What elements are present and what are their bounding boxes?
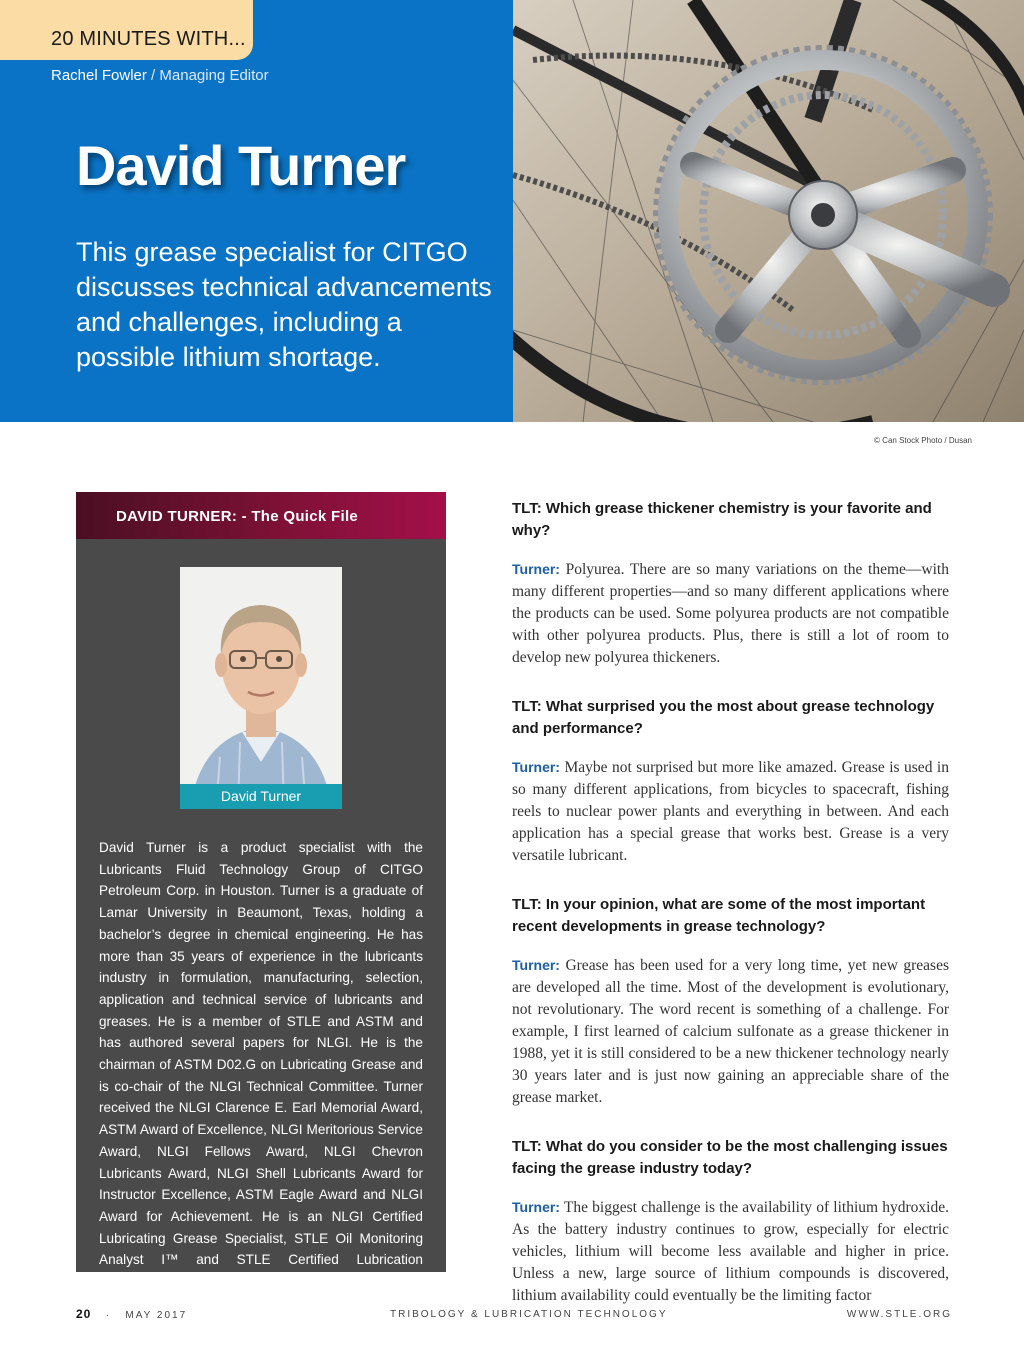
- bio-text: David Turner is a product specialist with the Lubricants Fluid Technology Group of CITGO Petroleum Corp. in Houston. Turner is a graduate of Lamar University in Beaumont, Texas, holding a bachelor’s degree in chemical engineering. He has more than 35 years of experience in the lubricants industry in formulation, manufacturing, selection, application and technical service of lubricants and greases. He is a member of STLE and ASTM and has authored several papers for NLGI. He is the chairman of ASTM D02.G on Lubricating Grease and is co-chair of the NLGI Technical Committee. Turner received the NLGI Clarence E. Earl Memorial Award, ASTM Award of Excellence, NLGI Meritorious Service Award, NLGI Fellows Award, NLGI Chevron Lubricants Award, NLGI Shell Lubricants Award for Instructor Excellence, ASTM Eagle Award and NLGI Award for Achievement. He is an NLGI Certified Lubricating Grease Specialist, STLE Oil Monitoring Analyst I™ and STLE Certified Lubrication Specialist™.: [99, 840, 423, 1290]
- interview-answer: [512, 955, 949, 1109]
- interview-question: TLT: Which grease thickener chemistry is your favorite and why?: [512, 500, 932, 539]
- qa-item: [512, 696, 949, 867]
- interview-column: [512, 498, 949, 1334]
- author-role: Managing Editor: [159, 67, 269, 84]
- sidebar-title: DAVID TURNER: - The Quick File: [116, 508, 359, 525]
- sidebar-header: [76, 492, 446, 539]
- speaker-label: Turner:: [512, 1199, 560, 1215]
- interview-answer: [512, 1197, 949, 1307]
- interview-answer: [512, 757, 949, 867]
- bicycle-crankset-photo: [513, 0, 1024, 422]
- answer-text: The biggest challenge is the availability of lithium hydroxide. As the battery industry continues to grow, especially for electric vehicles, lithium will become less available and higher in price. Unless a new, large source of lithium compounds is discovered, lithium availability could eventually be the limiting factor: [512, 1199, 949, 1304]
- bicycle-illustration: [513, 0, 1024, 422]
- qa-item: [512, 894, 949, 1109]
- interview-question: TLT: What surprised you the most about grease technology and performance?: [512, 698, 935, 737]
- folio: [76, 1307, 187, 1321]
- interview-answer: [512, 559, 949, 669]
- quick-file-sidebar: [76, 492, 446, 1290]
- footer-separator: ·: [105, 1310, 112, 1321]
- speaker-label: Turner:: [512, 957, 560, 973]
- speaker-label: Turner:: [512, 759, 560, 775]
- page-number: 20: [76, 1307, 92, 1321]
- answer-text: Grease has been used for a very long time, yet new greases are developed all the time. Most of the development is evolutionary, not revolutionary. The word recent is something of a challenge. For example, I first learned of calcium sulfonate as a grease thickener in 1988, yet it is still considered to be a new thickener technology nearly 30 years later and is just now gaining an appreciable share of the grease market.: [512, 957, 949, 1106]
- qa-item: [512, 1136, 949, 1307]
- qa-item: [512, 498, 949, 669]
- answer-text: Maybe not surprised but more like amazed. Grease is used in so many different applications, from bicycles to spacecraft, fishing reels to nuclear power plants and everything in between. And each application has a special grease that works best. Grease is a very versatile lubricant.: [512, 759, 949, 864]
- website-link[interactable]: WWW.STLE.ORG: [846, 1309, 952, 1320]
- series-label: 20 MINUTES WITH...: [51, 28, 246, 50]
- interview-question: TLT: In your opinion, what are some of the most important recent developments in grease technology?: [512, 896, 926, 935]
- portrait-caption-text: David Turner: [220, 788, 302, 804]
- issue-date: MAY 2017: [125, 1310, 188, 1321]
- speaker-label: Turner:: [512, 561, 560, 577]
- author-separator: /: [146, 67, 160, 84]
- portrait-photo: [180, 567, 342, 809]
- interview-question: TLT: What do you consider to be the most challenging issues facing the grease industry today?: [512, 1138, 948, 1177]
- byline: [51, 67, 269, 84]
- author-name: Rachel Fowler: [51, 67, 147, 84]
- article-headline: David Turner: [76, 134, 406, 197]
- article-deck: This grease specialist for CITGO discusses technical advancements and challenges, including a possible lithium shortage.: [76, 237, 492, 372]
- page-footer: [0, 1307, 1024, 1327]
- publication-name: TRIBOLOGY & LUBRICATION TECHNOLOGY: [390, 1309, 668, 1320]
- photo-credit: © Can Stock Photo / Dusan: [874, 436, 972, 445]
- portrait-caption: [180, 784, 342, 809]
- answer-text: Polyurea. There are so many variations on the theme—with many different properties—and so many different applications where the products can be used. Some polyurea products are not compatible with other polyurea products. Plus, there is still a lot of room to develop new polyurea thickeners.: [512, 561, 949, 666]
- portrait-illustration: [180, 567, 342, 809]
- hero-banner: [0, 0, 513, 422]
